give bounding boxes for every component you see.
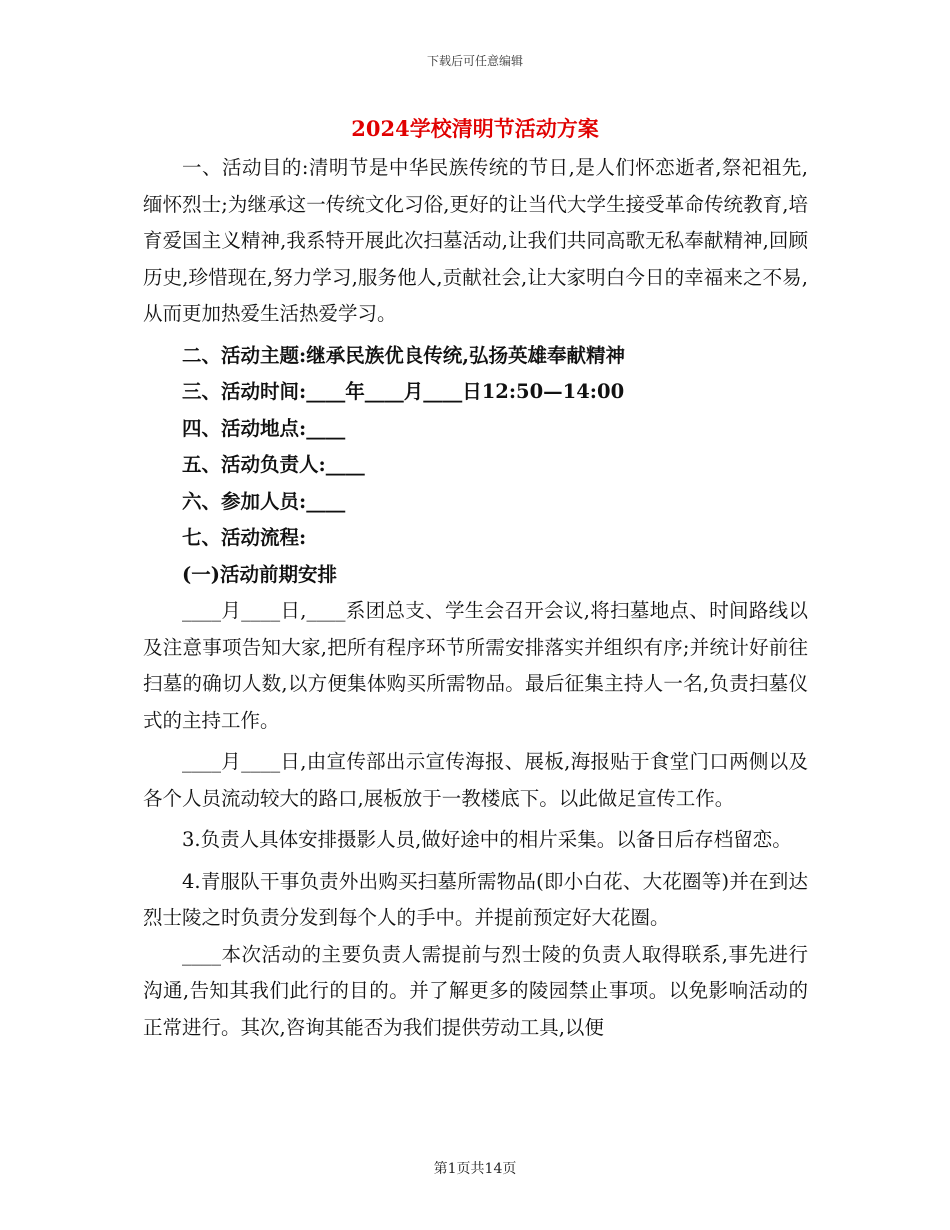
document-title: 2024学校清明节活动方案 bbox=[351, 116, 599, 141]
paragraph-leader: 五、活动负责人:____ bbox=[182, 453, 365, 476]
paragraph-purpose: 一、活动目的:清明节是中华民族传统的节日,是人们怀恋逝者,祭祀祖先,缅怀烈士;为继承这一传统文化习俗,更好的让当代大学生接受革命传统教育,培育爱国主义精神,我系特开展此次扫墓活动,让我们共同高歌无私奉献精神,回顾历史,珍惜现在,努力学习,服务他人,贡献社会,让大家明白今日的幸福来之不易,从而更加热爱生活热爱学习。 bbox=[143, 156, 808, 325]
paragraph-meeting: ____月____日,____系团总支、学生会召开会议,将扫墓地点、时间路线以及注意事项告知大家,把所有程序环节所需安排落实并组织有序;并统计好前往扫墓的确切人数,以方便集体购买所需物品。最后征集主持人一名,负责扫墓仪式的主持工作。 bbox=[143, 599, 808, 732]
page-number: 第1页共14页 bbox=[433, 1161, 517, 1177]
paragraph-process: 七、活动流程: bbox=[182, 526, 307, 549]
paragraph-theme: 二、活动主题:继承民族优良传统,弘扬英雄奉献精神 bbox=[182, 343, 625, 367]
header-note: 下载后可任意编辑 bbox=[426, 54, 523, 68]
paragraph-contact: ____本次活动的主要负责人需提前与烈士陵的负责人取得联系,事先进行沟通,告知其我们此行的目的。并了解更多的陵园禁止事项。以免影响活动的正常进行。其次,咨询其能否为我们提供劳动工具,以便 bbox=[143, 942, 808, 1039]
paragraph-pre-arrangement: (一)活动前期安排 bbox=[182, 562, 337, 586]
paragraph-supplies: 4.青服队干事负责外出购买扫墓所需物品(即小白花、大花圈等)并在到达烈士陵之时负责分发到每个人的手中。并提前预定好大花圈。 bbox=[143, 869, 808, 929]
paragraph-time: 三、活动时间:____年____月____日12:50—14:00 bbox=[182, 380, 625, 403]
paragraph-participants: 六、参加人员:____ bbox=[182, 489, 346, 513]
paragraph-publicity: ____月____日,由宣传部出示宣传海报、展板,海报贴于食堂门口两侧以及各个人员流动较大的路口,展板放于一教楼底下。以此做足宣传工作。 bbox=[143, 750, 808, 810]
document-body bbox=[143, 150, 808, 1046]
paragraph-photography: 3.负责人具体安排摄影人员,做好途中的相片采集。以备日后存档留恋。 bbox=[182, 828, 792, 851]
paragraph-location: 四、活动地点:____ bbox=[182, 416, 346, 440]
